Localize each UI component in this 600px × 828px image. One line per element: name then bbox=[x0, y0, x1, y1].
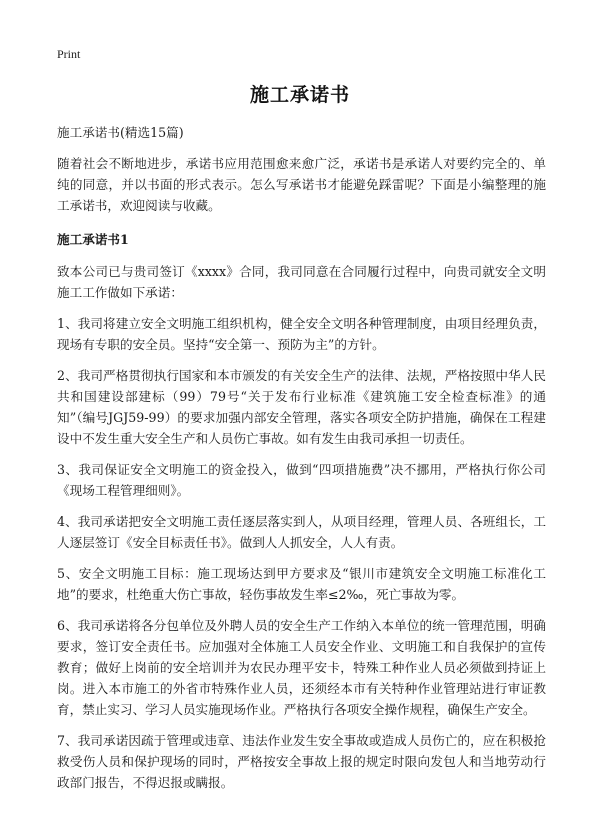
paragraph-item-7: 7、我司承诺因疏于管理或违章、违法作业发生安全事故或造成人员伤亡的，应在积极抢救受伤人员和保护现场的同时，严格按安全事故上报的规定时限向发包人和当地劳动行政部门报告，不得迟报或瞒报。 bbox=[57, 733, 546, 790]
paragraph-item-6: 6、我司承诺将各分包单位及外聘人员的安全生产工作纳入本单位的统一管理范围，明确要求，签订安全责任书。应加强对全体施工人员安全作业、文明施工和自我保护的宣传教育；做好上岗前的安全培训并为农民办理平安卡，特殊工种作业人员必须做到持证上岗。进入本市施工的外省市特殊作业人员，还须经本市有关特种作业管理站进行审证教育，禁止实习、学习人员实施现场作业。严格执行各项安全操作规程，确保生产安全。 bbox=[57, 618, 546, 717]
section-heading: 施工承诺书1 bbox=[57, 232, 129, 247]
intro-paragraph: 随着社会不断地进步，承诺书应用范围愈来愈广泛，承诺书是承诺人对要约完全的、单纯的同意，并以书面的形式表示。怎么写承诺书才能避免踩雷呢？下面是小编整理的施工承诺书，欢迎阅读与收藏。 bbox=[57, 156, 546, 213]
paragraph-item-4: 4、我司承诺把安全文明施工责任逐层落实到人，从项目经理，管理人员、各班组长，工人逐层签订《安全目标责任书》。做到人人抓安全，人人有责。 bbox=[57, 514, 546, 550]
page-title: 施工承诺书 bbox=[249, 84, 350, 106]
document-subtitle: 施工承诺书(精选15篇) bbox=[57, 125, 184, 140]
paragraph-item-3: 3、我司保证安全文明施工的资金投入，做到“四项措施费”决不挪用，严格执行你公司《现场工程管理细则》。 bbox=[57, 462, 546, 498]
document-body bbox=[57, 122, 546, 803]
paragraph-item-1: 1、我司将建立安全文明施工组织机构，健全安全文明各种管理制度，由项目经理负责，现场有专职的安全员。坚持“安全第一、预防为主”的方针。 bbox=[57, 316, 546, 352]
paragraph-item-5: 5、安全文明施工目标：施工现场达到甲方要求及“银川市建筑安全文明施工标准化工地”的要求，杜绝重大伤亡事故，轻伤事故发生率≤2‰，死亡事故为零。 bbox=[57, 566, 546, 602]
paragraph-item-2: 2、我司严格贯彻执行国家和本市颁发的有关安全生产的法律、法规，严格按照中华人民共和国建设部建标（99）79号“关于发布行业标准《建筑施工安全检查标准》的通知”（编号JGJ59-99）的要求加强内部安全管理，落实各项安全防护措施，确保在工程建设中不发生重大安全生产和人员伤亡事故。如有发生由我司承担一切责任。 bbox=[57, 368, 546, 446]
print-link[interactable]: Print bbox=[57, 47, 81, 61]
paragraph-opening: 致本公司已与贵司签订《xxxx》合同，我司同意在合同履行过程中，向贵司就安全文明施工工作做如下承诺： bbox=[57, 264, 546, 300]
